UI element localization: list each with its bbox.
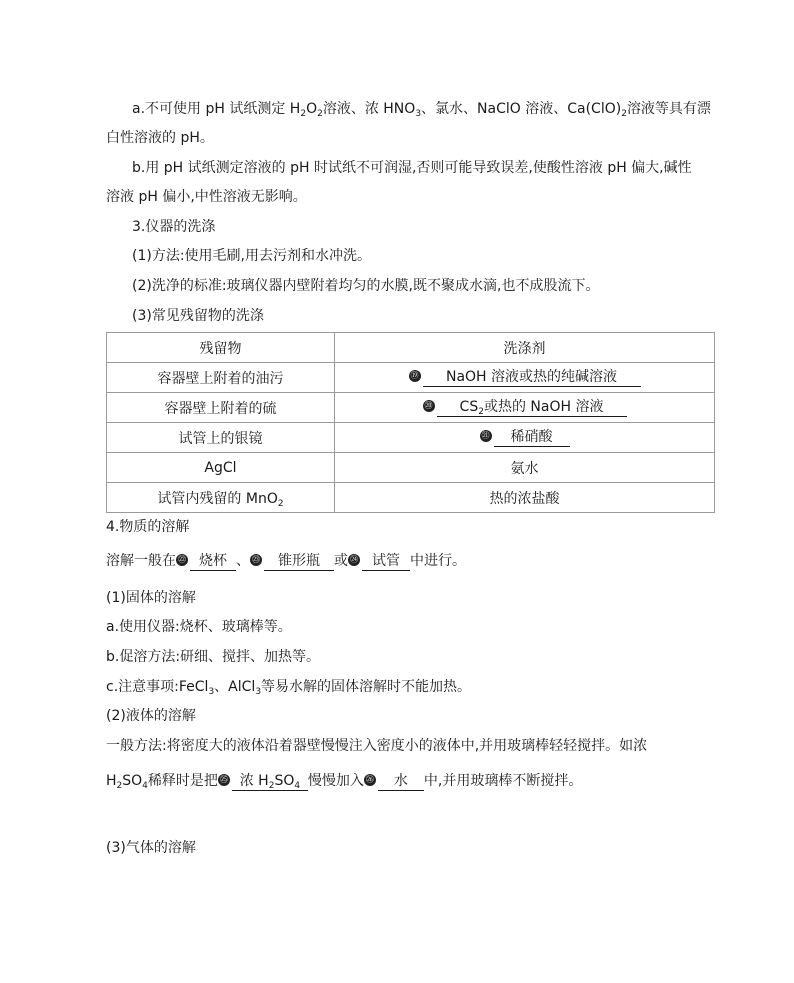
blank-marker-22: ㉒ [178,555,186,564]
residue-cell: 容器壁上附着的硫 [107,393,335,423]
para-a-line2: 白性溶液的 pH。 [106,130,214,146]
residue-cell: AgCl [107,453,335,483]
table-row [107,363,715,393]
agent-cell [335,393,715,423]
residue-cell: 试管内残留的 MnO$_2$ [107,483,335,513]
answer-blank: 试管 [362,552,410,571]
agent-cell: 氨水 [335,453,715,483]
header-agent: 洗涤剂 [335,333,715,363]
para-b-line2: 溶液 pH 偏小,中性溶液无影响。 [106,189,307,205]
agent-cell [335,423,715,453]
blank-marker-21: ㉑ [481,431,490,440]
residue-cell: 试管上的银镜 [107,423,335,453]
table-row [107,483,715,513]
answer-blank: 锥形瓶 [264,552,334,571]
blank-marker-19: ⑲ [410,371,419,380]
blank-marker-23: ㉓ [252,555,260,564]
solid-item-b: b.促溶方法:研细、搅拌、加热等。 [106,649,321,665]
solid-item-c: c.注意事项:FeCl$_3$、AlCl$_3$等易水解的固体溶解时不能加热。 [106,679,472,697]
para-a-line1: a.不可使用 pH 试纸测定 $H_2O_2$溶液、浓 $HNO_3$、氯水、NaClO 溶液、$Ca(ClO)_2$溶液等具有漂 [132,101,711,119]
table-row [107,393,715,423]
residue-cell: 容器壁上附着的油污 [107,363,335,393]
table-header-row [107,333,715,363]
blank-marker-24: ㉔ [350,555,358,564]
table-row [107,453,715,483]
solid-item-a: a.使用仪器:烧杯、玻璃棒等。 [106,619,292,635]
section3-title: 3.仪器的洗涤 [132,219,216,235]
answer-blank: 稀硝酸 [494,428,570,447]
answer-blank: 浓 $H_2SO_4$ [232,772,308,791]
para-b-line1: b.用 pH 试纸测定溶液的 pH 时试纸不可润湿,否则可能导致误差,使酸性溶液 pH 偏大,碱性 [132,160,692,176]
blank-marker-25: ㉕ [219,775,228,784]
solid-title: (1)固体的溶解 [106,590,196,606]
gas-title: (3)气体的溶解 [106,840,196,856]
section3-item1: (1)方法:使用毛刷,用去污剂和水冲洗。 [132,248,371,264]
liquid-method-line1: 一般方法:将密度大的液体沿着器壁慢慢注入密度小的液体中,并用玻璃棒轻轻搅拌。如浓 [106,738,648,754]
section3-item3: (3)常见残留物的洗涤 [132,308,264,324]
blank-marker-26: ㉖ [365,775,374,784]
liquid-method-line2: $H_2SO_4$稀释时是把 ㉕ 浓 $H_2SO_4$ 慢慢加入 ㉖ 水 中,并用玻璃棒不断搅拌。 [106,773,583,791]
agent-cell [335,363,715,393]
section3-item2: (2)洗净的标准:玻璃仪器内壁附着均匀的水膜,既不聚成水滴,也不成股流下。 [132,278,600,294]
answer-blank: 烧杯 [190,552,236,571]
answer-blank: $CS_2$或热的 NaOH 溶液 [437,398,627,417]
answer-blank: 水 [378,772,424,791]
agent-cell: 热的浓盐酸 [335,483,715,513]
dissolve-intro: 溶解一般在 ㉒ 烧杯 、 ㉓ 锥形瓶 或 ㉔ 试管 中进行。 [106,553,466,569]
residue-washing-table [106,332,715,513]
table-row [107,423,715,453]
header-residue: 残留物 [107,333,335,363]
liquid-title: (2)液体的溶解 [106,708,196,724]
section4-title: 4.物质的溶解 [106,519,190,535]
answer-blank: NaOH 溶液或热的纯碱溶液 [423,368,641,387]
blank-marker-20: ⑳ [424,401,433,410]
